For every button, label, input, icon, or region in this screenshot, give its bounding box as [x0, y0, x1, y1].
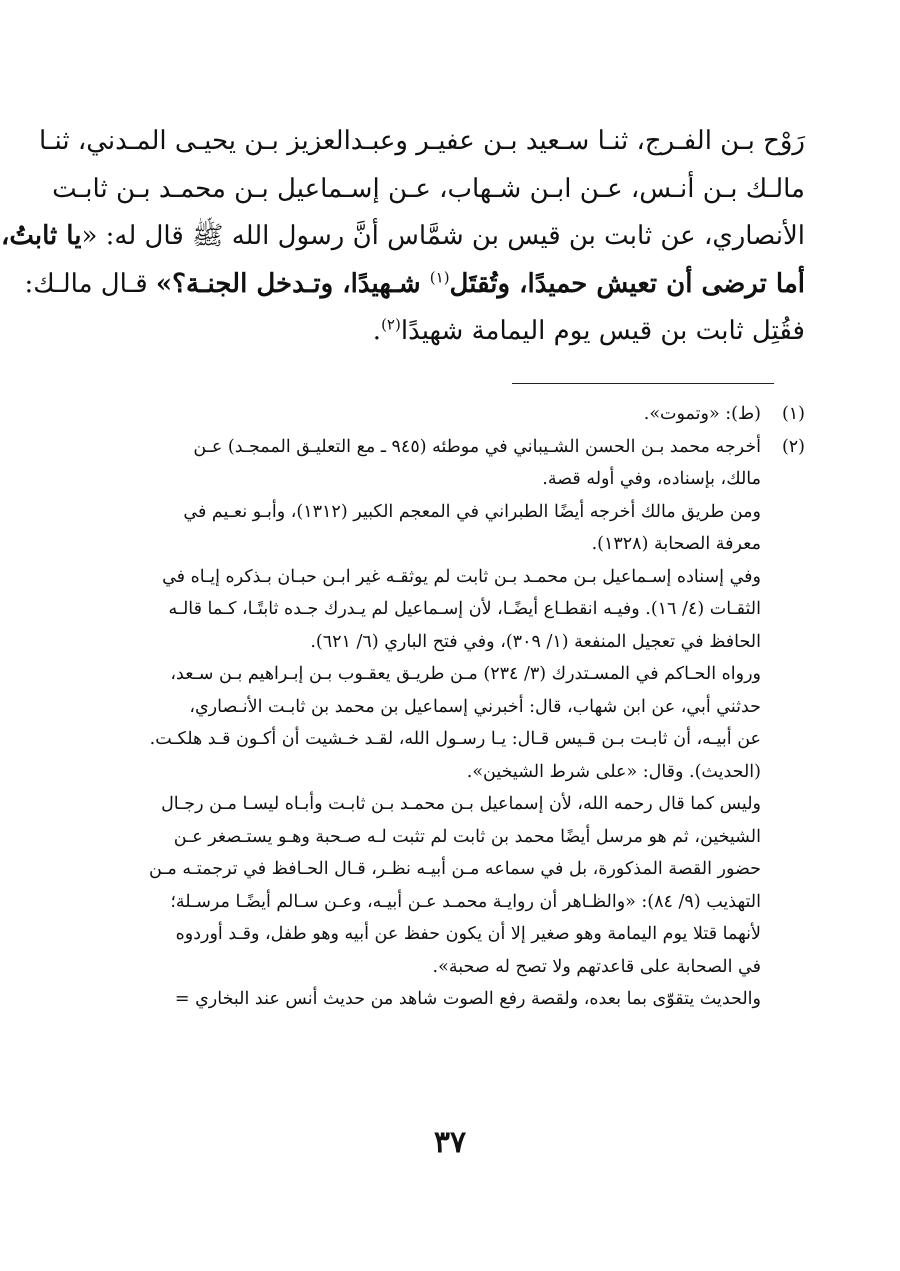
main-text-line: [110, 308, 805, 356]
footnote: [110, 398, 805, 431]
main-text-segment: .: [372, 316, 382, 346]
main-text-block: [0, 118, 805, 356]
footnote-line: الشيخين، ثم هو مرسل أيضًا محمد بن ثابت لم تثبت لـه صـحبة وهـو يستـصغر عـن: [173, 826, 761, 847]
footnote-line: عن أبيـه، أن ثابـت بـن قـيس قـال: يـا رسـول الله، لقـد خـشيت أن أكـون قـد هلكـت.: [149, 729, 761, 749]
footnote-line: حضور القصة المذكورة، بل في سماعه مـن أبيـه نظـر، قـال الحـافظ في ترجمتـه مـن: [148, 859, 761, 879]
footnote-line: معرفة الصحابة (١٣٢٨).: [591, 534, 761, 554]
footnote-line: أخرجه محمد بـن الحسن الشـيباني في موطئه (٩٤٥ ـ مع التعليـق الممجـد) عـن: [193, 436, 761, 457]
footnotes-block: [110, 398, 805, 1016]
main-text-segment: قـال مالـك:: [24, 268, 156, 299]
main-text-line: مالـك بـن أنـس، عـن ابـن شـهاب، عـن إسـماعيل بـن محمـد بـن ثابـت: [52, 173, 805, 204]
footnote-line: في الصحابة على قاعدتهم ولا تصح له صحبة».: [432, 956, 761, 977]
footnote-line: (ط): «وتموت».: [643, 404, 761, 424]
footnote-line: لأنهما قتلا يوم اليمامة وهو صغير إلا أن يكون حفظ عن أبيه وهو طفل، وقـد أوردوه: [175, 924, 761, 944]
page-number: ٣٧: [433, 1125, 467, 1160]
footnote-number: (١): [781, 404, 805, 424]
footnote-line: الحافظ في تعجيل المنفعة (١/ ٣٠٩)، وفي فتح الباري (٦/ ٦٢١).: [310, 631, 761, 652]
main-text-line: [0, 213, 805, 261]
footnote-line: الثقـات (٤/ ١٦). وفيـه انقطـاع أيضًـا، لأن إسـماعيل لم يـدرك جـده ثابتًـا، كـما قالـه: [168, 599, 761, 619]
footnote-line: مالك، بإسناده، وفي أوله قصة.: [542, 469, 761, 489]
footnote-line: (الحديث). وقال: «على شرط الشيخين».: [466, 761, 761, 782]
hadith-bold-text: شـهيدًا، وتـدخل الجنـة؟»: [155, 268, 430, 299]
main-text-line: رَوْح بـن الفـرج، ثنـا سـعيد بـن عفيـر وعبـدالعزيز بـن يحيـى المـدني، ثنـا: [38, 126, 805, 156]
footnote-number: (٢): [781, 436, 805, 457]
footnote-line: ومن طريق مالك أخرجه أيضًا الطبراني في المعجم الكبير (١٣١٢)، وأبـو نعـيم في: [183, 501, 761, 522]
hadith-bold-text: أما ترضى أن تعيش حميدًا، وتُقتَل: [449, 268, 805, 299]
footnote-body: [110, 398, 761, 431]
hadith-bold-text: يا ثابتُ،: [0, 221, 82, 251]
footnote-line: وليس كما قال رحمه الله، لأن إسماعيل بـن محمـد بـن ثابـت وأبـاه ليسـا مـن رجـال: [161, 794, 761, 814]
footnote-line: التهذيب (٩/ ٨٤): «والظـاهر أن روايـة محمـد عـن أبيـه، وعـن سـالم أيضًـا مرسـلة؛: [170, 891, 761, 912]
footnote-marker: (١): [429, 267, 450, 286]
footnote-line: والحديث يتقوّى بما بعده، ولقصة رفع الصوت شاهد من حديث أنس عند البخاري =: [174, 989, 761, 1009]
main-text-line: [24, 261, 805, 309]
footnote-line: ورواه الحـاكم في المسـتدرك (٣/ ٢٣٤) مـن طريـق يعقـوب بـن إبـراهيم بـن سـعد،: [170, 664, 761, 684]
footnote-line: حدثني أبي، عن ابن شهاب، قال: أخبرني إسماعيل بن محمد بن ثابـت الأنـصاري،: [189, 696, 761, 717]
footnote: [110, 431, 805, 1016]
main-text-segment: فقُتِل ثابت بن قيس يوم اليمامة شهيدًا: [400, 316, 805, 346]
footnote-line: وفي إسناده إسـماعيل بـن محمـد بـن ثابت لم يوثقـه غير ابـن حبـان بـذكره إيـاه في: [162, 566, 761, 587]
main-text-segment: الأنصاري، عن ثابت بن قيس بن شمَّاس أنَّ رسول الله ﷺ قال له: «: [81, 221, 805, 251]
footnote-separator: [512, 383, 774, 384]
footnote-marker: (٢): [381, 315, 401, 334]
footnote-body: [110, 431, 761, 1016]
